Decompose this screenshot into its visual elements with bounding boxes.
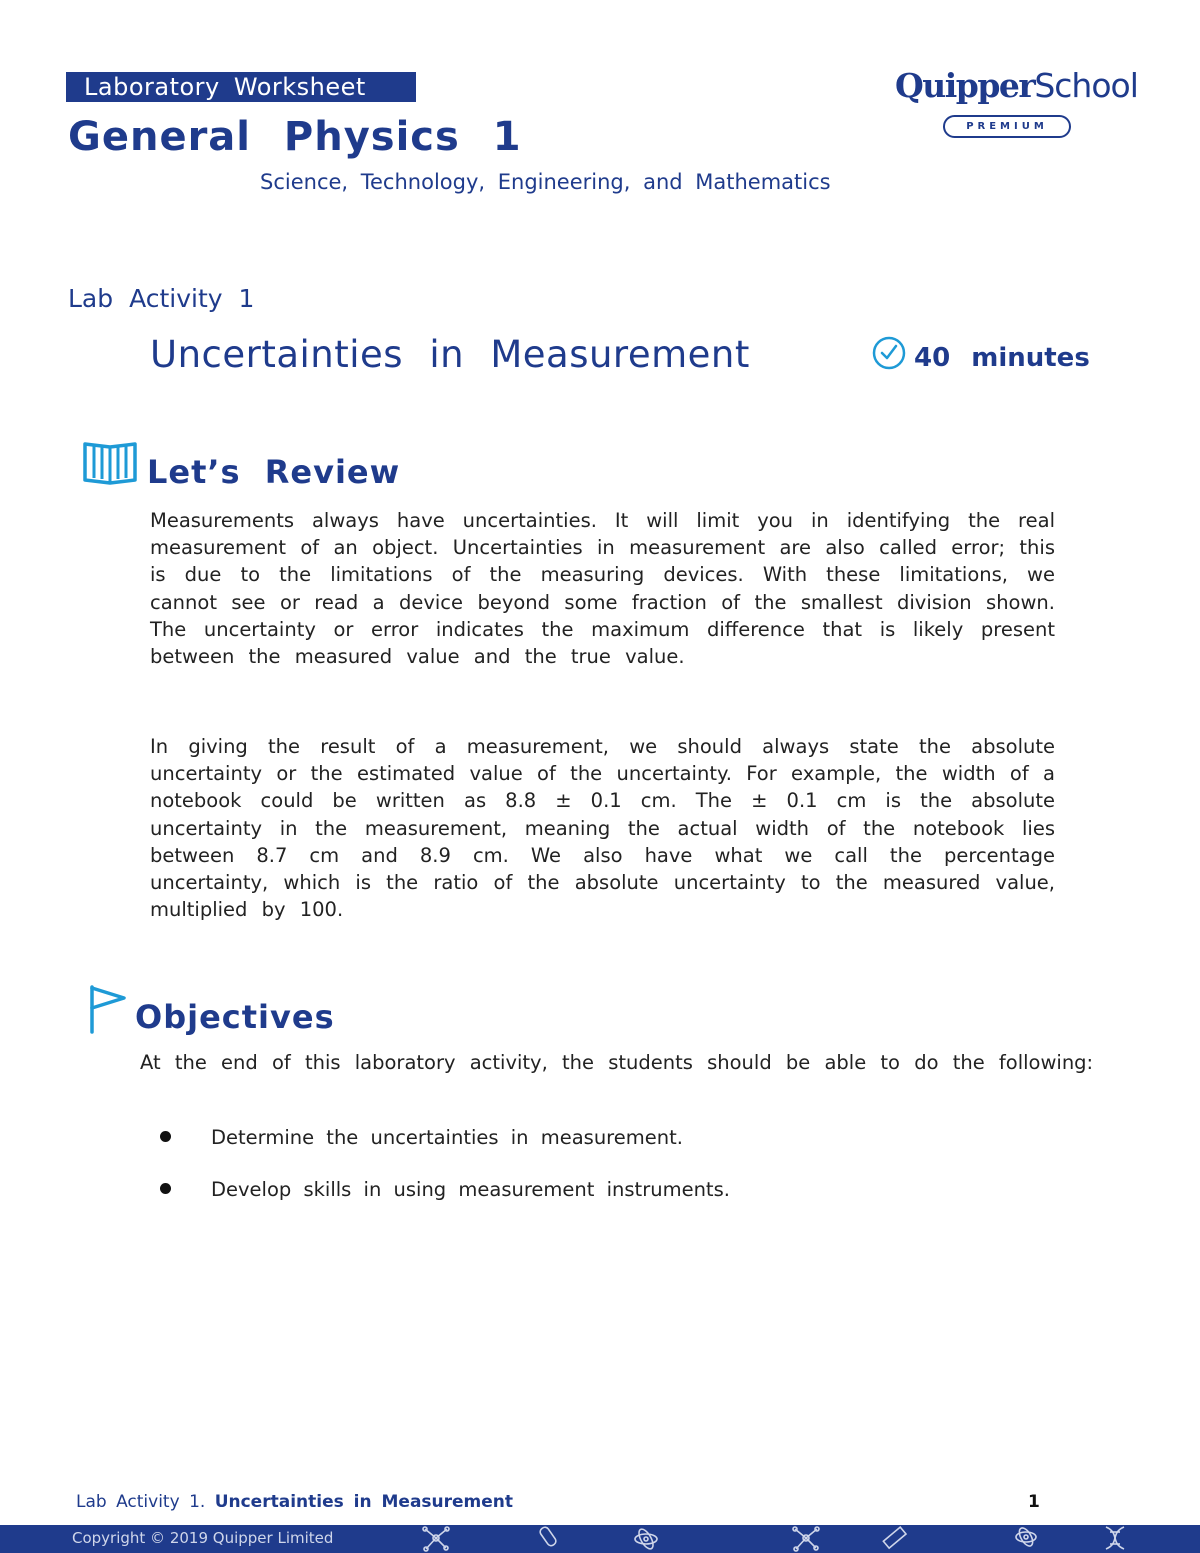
- objective-item: [160, 1126, 683, 1149]
- ruler-icon: [880, 1523, 910, 1553]
- bullet-icon: [160, 1183, 171, 1194]
- molecule-icon-2: [790, 1523, 822, 1553]
- objective-item-text: Determine the uncertainties in measurement.: [211, 1126, 683, 1149]
- test-tube-icon: [535, 1523, 563, 1551]
- activity-title: Uncertainties in Measurement: [150, 333, 750, 376]
- objectives-intro: At the end of this laboratory activity, the students should be able to do the following:: [140, 1051, 1094, 1074]
- lets-review-heading: Let’s Review: [147, 453, 401, 491]
- footer-activity-reference: [76, 1492, 513, 1512]
- page-number: 1: [1028, 1492, 1040, 1512]
- logo-brand-bold: Quipper: [895, 66, 1035, 105]
- review-paragraph-2: In giving the result of a measurement, we should always state the absolute uncertainty or the estimated value of the uncertainty. For example, the width of a notebook could be written as 8.8 ± 0.1 cm. The ± 0.1 cm is the absolute uncertainty in the measurement, meaning the actual width of the notebook lies between 8.7 cm and 8.9 cm. We also have what we call the percentage uncertainty, which is the ratio of the absolute uncertainty to the measured value, multiplied by 100.: [150, 735, 1055, 922]
- clock-icon: [871, 334, 907, 374]
- book-icon: [82, 438, 138, 490]
- dna-icon: [1100, 1523, 1130, 1553]
- flag-icon: [88, 984, 128, 1038]
- footer-activity-title: Uncertainties in Measurement: [214, 1492, 514, 1512]
- objective-item-text: Develop skills in using measurement instruments.: [211, 1178, 730, 1201]
- objectives-heading: Objectives: [135, 998, 335, 1036]
- logo-brand-regular: School: [1034, 66, 1138, 105]
- subject-title: General Physics 1: [68, 114, 522, 160]
- bullet-icon: [160, 1131, 171, 1142]
- activity-duration: 40 minutes: [914, 343, 1090, 373]
- copyright-notice: Copyright © 2019 Quipper Limited: [72, 1529, 334, 1547]
- atom-icon-2: [1012, 1523, 1040, 1551]
- review-paragraph-1: Measurements always have uncertainties. It will limit you in identifying the real measurement of an object. Uncertainties in measurement are also called error; this is due to the limitations of the measuring devices. With these limitations, we cannot see or read a device beyond some fraction of the smallest division shown. The uncertainty or error indicates the maximum difference that is likely present between the measured value and the true value.: [150, 509, 1055, 669]
- quipper-school-logo: [895, 66, 1138, 105]
- objective-item: [160, 1178, 730, 1201]
- lab-activity-label: Lab Activity 1: [68, 284, 255, 313]
- footer-activity-prefix: Lab Activity 1.: [76, 1492, 206, 1512]
- worksheet-type-label: Laboratory Worksheet: [66, 72, 416, 102]
- strand-subtitle: Science, Technology, Engineering, and Mathematics: [260, 170, 831, 194]
- premium-badge: PREMIUM: [943, 115, 1071, 138]
- molecule-icon: [420, 1523, 452, 1553]
- atom-icon: [632, 1523, 660, 1551]
